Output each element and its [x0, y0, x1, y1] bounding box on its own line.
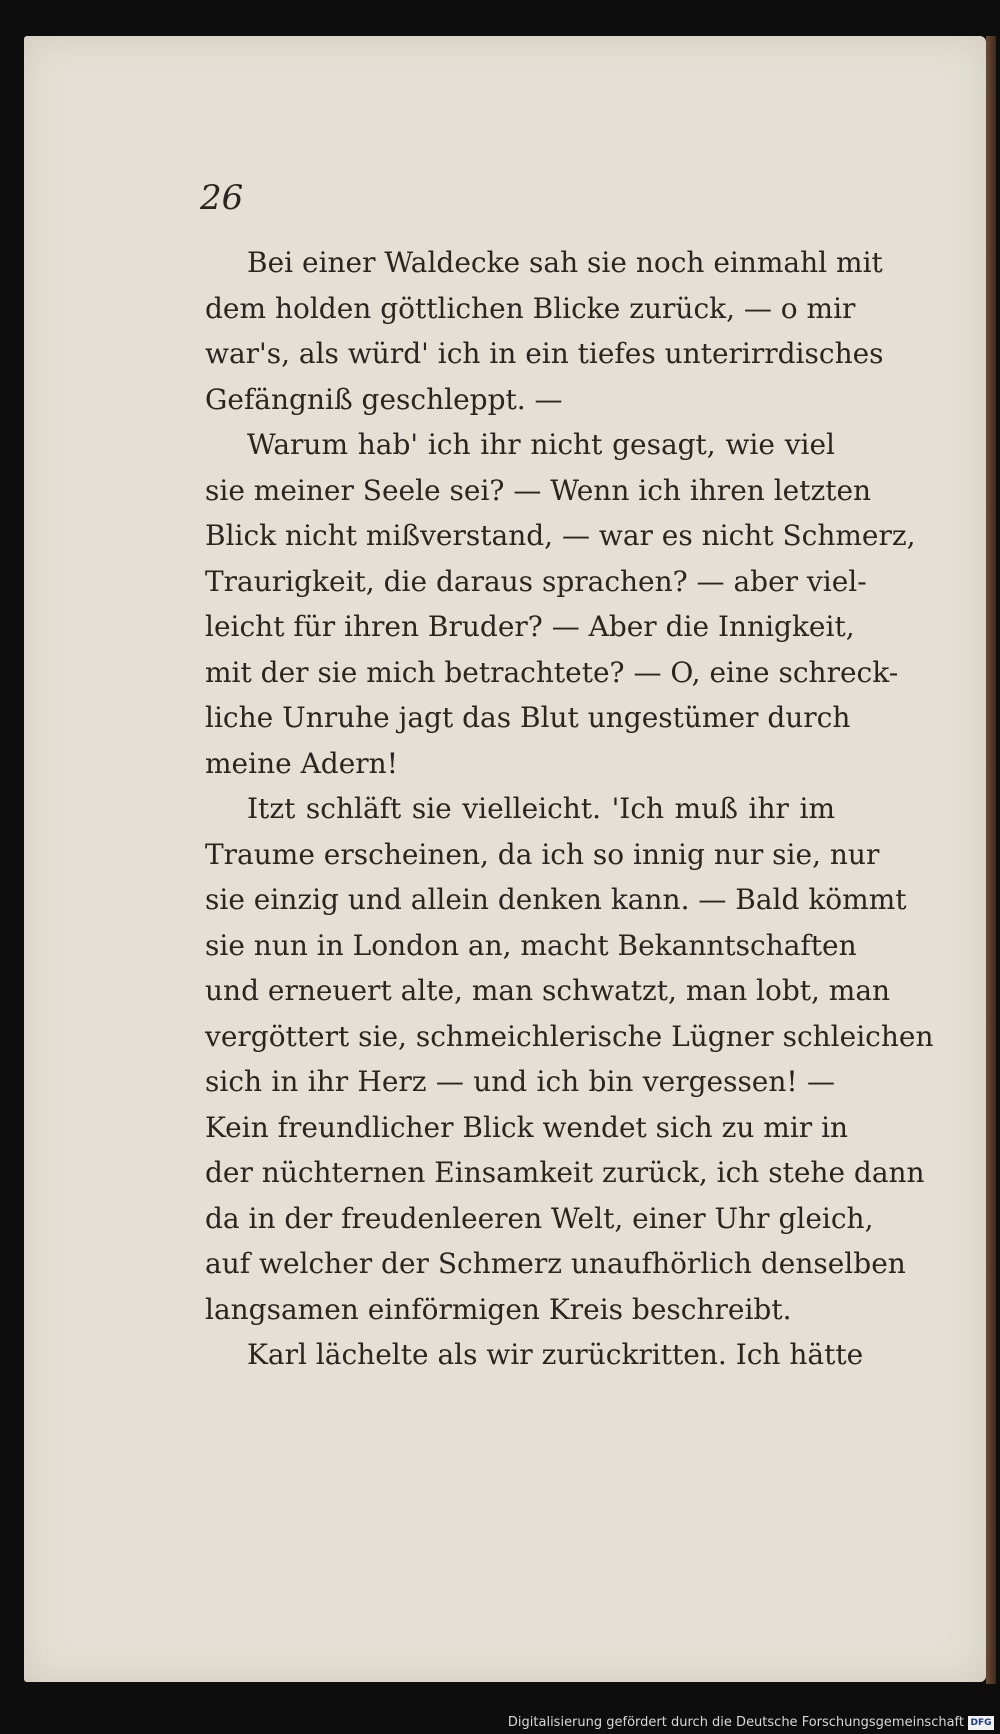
text-line: Karl lächelte als wir zurückritten. Ich hätte [247, 1338, 864, 1371]
book-edge [986, 36, 996, 1684]
text-line: und erneuert alte, man schwatzt, man lobt, man [205, 974, 891, 1007]
text-line: der nüchternen Einsamkeit zurück, ich stehe dann [205, 1156, 925, 1189]
page-number: 26 [200, 178, 244, 218]
text-line: sich in ihr Herz — und ich bin vergessen! — [205, 1065, 835, 1098]
text-line: Blick nicht mißverstand, — war es nicht Schmerz, [205, 519, 916, 552]
text-line: Kein freundlicher Blick wendet sich zu mir in [205, 1110, 849, 1144]
digitization-credit: Digitalisierung gefördert durch die Deutsche Forschungsgemeinschaft [507, 1715, 964, 1730]
text-line: Gefängniß geschleppt. — [205, 382, 563, 416]
text-line: sie einzig und allein denken kann. — Bald kömmt [205, 883, 907, 916]
text-line: vergöttert sie, schmeichlerische Lügner schleichen [205, 1019, 934, 1053]
text-line: Itzt schläft sie vielleicht. 'Ich muß ihr im [247, 792, 835, 825]
text-line: Traurigkeit, die daraus sprachen? — aber viel- [205, 564, 867, 598]
text-line: auf welcher der Schmerz unaufhörlich denselben [205, 1247, 906, 1280]
text-line: leicht für ihren Bruder? — Aber die Innigkeit, [205, 610, 855, 643]
text-line: mit der sie mich betrachtete? — O, eine schreck- [205, 655, 899, 689]
body-text [205, 240, 934, 1378]
text-line: sie meiner Seele sei? — Wenn ich ihren letzten [205, 473, 872, 507]
text-line: da in der freudenleeren Welt, einer Uhr gleich, [205, 1201, 874, 1235]
text-line: sie nun in London an, macht Bekanntschaften [205, 928, 857, 962]
text-line: Bei einer Waldecke sah sie noch einmahl mit [247, 246, 883, 279]
text-line: Warum hab' ich ihr nicht gesagt, wie viel [247, 428, 835, 461]
dfg-logo: DFG [968, 1716, 994, 1730]
text-line: langsamen einförmigen Kreis beschreibt. [205, 1292, 792, 1326]
text-line: war's, als würd' ich in ein tiefes unterirrdisches [205, 337, 884, 370]
text-line: liche Unruhe jagt das Blut ungestümer durch [205, 701, 851, 734]
text-line: dem holden göttlichen Blicke zurück, — o mir [205, 291, 856, 325]
text-line: meine Adern! [205, 746, 398, 780]
text-line: Traume erscheinen, da ich so innig nur sie, nur [205, 837, 880, 871]
